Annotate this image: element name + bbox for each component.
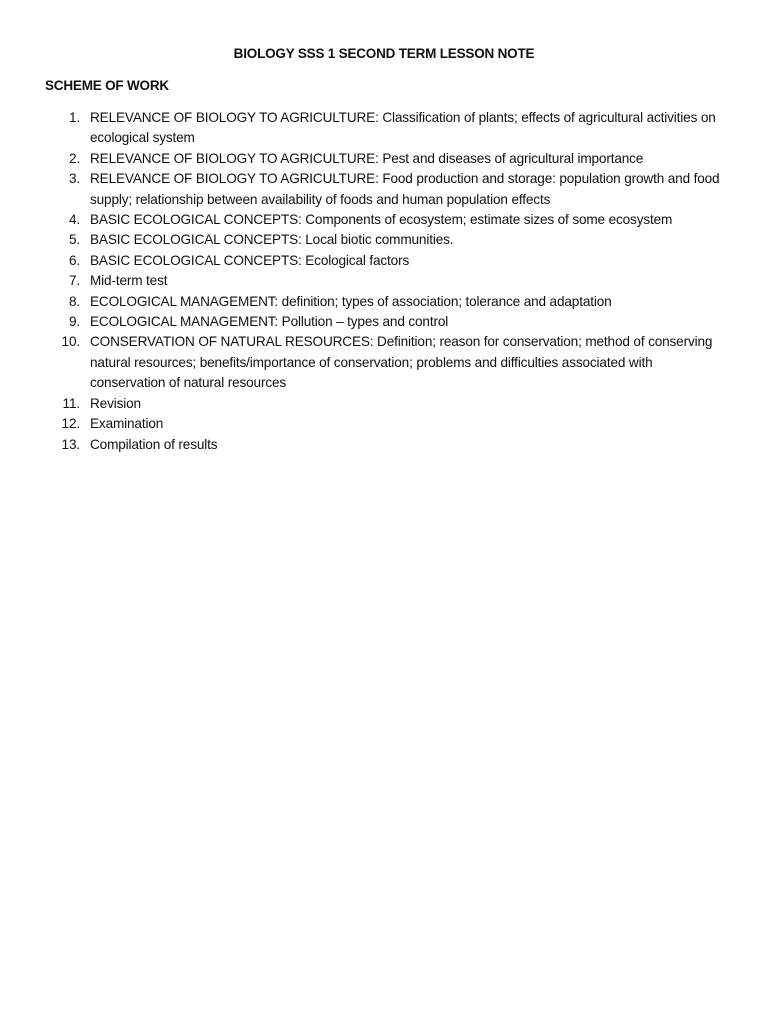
list-item (0, 149, 768, 169)
list-item-text: ECOLOGICAL MANAGEMENT: definition; types of association; tolerance and adaptation (90, 293, 612, 309)
list-item (0, 435, 768, 455)
list-item-number: 7. (68, 273, 80, 289)
list-item (0, 271, 768, 291)
list-item-text: Revision (90, 395, 141, 411)
list-item (0, 210, 768, 230)
list-item-text: BASIC ECOLOGICAL CONCEPTS: Local biotic communities. (90, 232, 454, 248)
list-item-number: 12. (61, 416, 80, 432)
list-item-number: 10. (61, 334, 80, 350)
list-item (0, 312, 768, 332)
list-item (0, 251, 768, 271)
list-item-number: 13. (61, 436, 80, 452)
list-item (0, 230, 768, 250)
list-item-text: ECOLOGICAL MANAGEMENT: Pollution – types and control (90, 314, 449, 330)
list-item-number: 8. (68, 293, 80, 309)
list-item (0, 169, 768, 210)
list-item (0, 292, 768, 312)
scheme-of-work-list (0, 108, 768, 455)
list-item-number: 5. (68, 232, 80, 248)
list-item-text: Mid-term test (90, 273, 168, 289)
page-title: BIOLOGY SSS 1 SECOND TERM LESSON NOTE (233, 46, 535, 61)
list-item (0, 108, 768, 149)
list-item-number: 6. (68, 252, 80, 268)
list-item-text: BASIC ECOLOGICAL CONCEPTS: Ecological factors (90, 252, 410, 268)
list-item-number: 1. (68, 110, 80, 125)
list-item-text: CONSERVATION OF NATURAL RESOURCES: Definition; reason for conservation; method of conserving natural resources; benefits/importance of conservation; problems and difficulties associated with conservation of natural resources (90, 334, 713, 391)
section-heading: SCHEME OF WORK (45, 78, 169, 93)
list-item-text: RELEVANCE OF BIOLOGY TO AGRICULTURE: Classification of plants; effects of agricultural activities on ecological system (90, 110, 716, 146)
list-item (0, 332, 768, 393)
list-item (0, 394, 768, 414)
list-item-number: 11. (62, 395, 80, 411)
list-item-text: RELEVANCE OF BIOLOGY TO AGRICULTURE: Food production and storage: population growth and food supply; relationship between availability of foods and human population effects (90, 171, 720, 207)
list-item-number: 2. (68, 150, 80, 166)
list-item-number: 4. (68, 212, 80, 228)
list-item-text: Compilation of results (90, 436, 218, 452)
list-item-number: 9. (68, 314, 80, 330)
list-item-text: BASIC ECOLOGICAL CONCEPTS: Components of ecosystem; estimate sizes of some ecosystem (90, 212, 673, 228)
list-item-text: Examination (90, 416, 164, 432)
list-item-number: 3. (68, 171, 80, 187)
list-item-text: RELEVANCE OF BIOLOGY TO AGRICULTURE: Pest and diseases of agricultural importance (90, 150, 644, 166)
list-item (0, 414, 768, 434)
